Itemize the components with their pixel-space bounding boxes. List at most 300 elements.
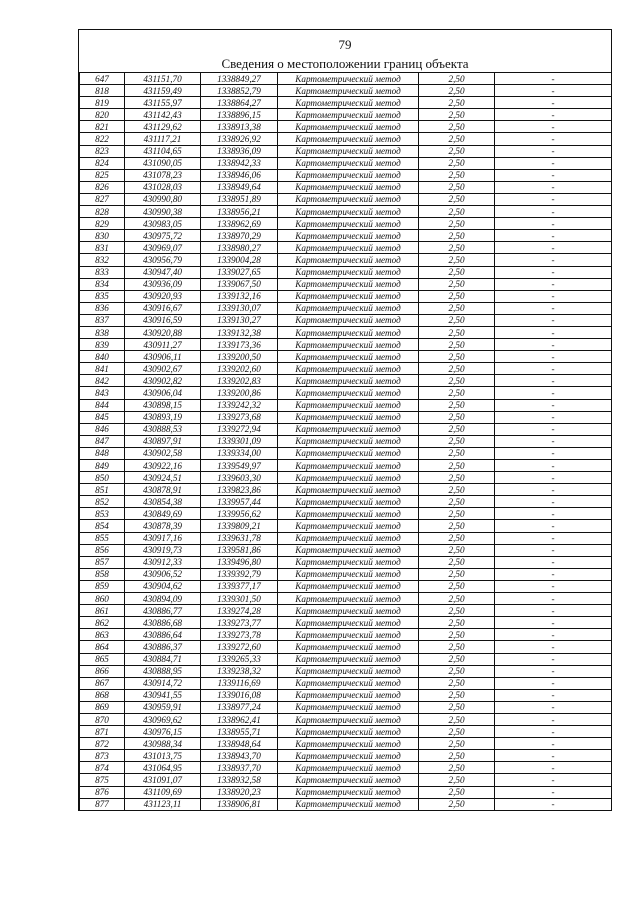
page-number: 79 <box>338 37 352 52</box>
method-cell: Картометрический метод <box>278 774 419 786</box>
y-coordinate-cell: 1339273,78 <box>201 629 278 641</box>
precision-cell: 2,50 <box>419 508 495 520</box>
precision-cell: 2,50 <box>419 423 495 435</box>
precision-cell: 2,50 <box>419 665 495 677</box>
x-coordinate-cell: 431142,43 <box>125 109 201 121</box>
precision-cell: 2,50 <box>419 653 495 665</box>
precision-cell: 2,50 <box>419 266 495 278</box>
y-coordinate-cell: 1339823,86 <box>201 484 278 496</box>
precision-cell: 2,50 <box>419 617 495 629</box>
table-row <box>80 786 612 798</box>
method-cell: Картометрический метод <box>278 484 419 496</box>
point-number-cell: 820 <box>80 109 125 121</box>
method-cell: Картометрический метод <box>278 145 419 157</box>
table-row <box>80 266 612 278</box>
y-coordinate-cell: 1338913,38 <box>201 121 278 133</box>
description-cell: - <box>495 484 612 496</box>
description-cell: - <box>495 351 612 363</box>
x-coordinate-cell: 430886,77 <box>125 605 201 617</box>
precision-cell: 2,50 <box>419 435 495 447</box>
y-coordinate-cell: 1338906,81 <box>201 798 278 810</box>
precision-cell: 2,50 <box>419 157 495 169</box>
x-coordinate-cell: 430990,38 <box>125 206 201 218</box>
description-cell: - <box>495 532 612 544</box>
point-number-cell: 858 <box>80 568 125 580</box>
y-coordinate-cell: 1338942,33 <box>201 157 278 169</box>
description-cell: - <box>495 472 612 484</box>
x-coordinate-cell: 431129,62 <box>125 121 201 133</box>
table-row <box>80 411 612 423</box>
y-coordinate-cell: 1339200,50 <box>201 351 278 363</box>
y-coordinate-cell: 1338937,70 <box>201 762 278 774</box>
precision-cell: 2,50 <box>419 387 495 399</box>
description-cell: - <box>495 556 612 568</box>
x-coordinate-cell: 430922,16 <box>125 460 201 472</box>
description-cell: - <box>495 568 612 580</box>
description-cell: - <box>495 580 612 592</box>
x-coordinate-cell: 430906,52 <box>125 568 201 580</box>
point-number-cell: 834 <box>80 278 125 290</box>
x-coordinate-cell: 430920,93 <box>125 290 201 302</box>
method-cell: Картометрический метод <box>278 447 419 459</box>
table-row <box>80 206 612 218</box>
precision-cell: 2,50 <box>419 121 495 133</box>
method-cell: Картометрический метод <box>278 399 419 411</box>
precision-cell: 2,50 <box>419 169 495 181</box>
method-cell: Картометрический метод <box>278 750 419 762</box>
table-row <box>80 399 612 411</box>
point-number-cell: 855 <box>80 532 125 544</box>
precision-cell: 2,50 <box>419 302 495 314</box>
x-coordinate-cell: 431028,03 <box>125 181 201 193</box>
method-cell: Картометрический метод <box>278 266 419 278</box>
description-cell: - <box>495 169 612 181</box>
x-coordinate-cell: 430902,82 <box>125 375 201 387</box>
description-cell: - <box>495 266 612 278</box>
method-cell: Картометрический метод <box>278 726 419 738</box>
point-number-cell: 866 <box>80 665 125 677</box>
method-cell: Картометрический метод <box>278 568 419 580</box>
y-coordinate-cell: 1338980,27 <box>201 242 278 254</box>
table-row <box>80 508 612 520</box>
point-number-cell: 873 <box>80 750 125 762</box>
method-cell: Картометрический метод <box>278 689 419 701</box>
table-row <box>80 109 612 121</box>
description-cell: - <box>495 145 612 157</box>
y-coordinate-cell: 1338970,29 <box>201 230 278 242</box>
description-cell: - <box>495 423 612 435</box>
precision-cell: 2,50 <box>419 351 495 363</box>
x-coordinate-cell: 430956,79 <box>125 254 201 266</box>
description-cell: - <box>495 121 612 133</box>
method-cell: Картометрический метод <box>278 738 419 750</box>
y-coordinate-cell: 1338932,58 <box>201 774 278 786</box>
precision-cell: 2,50 <box>419 677 495 689</box>
point-number-cell: 863 <box>80 629 125 641</box>
point-number-cell: 860 <box>80 593 125 605</box>
point-number-cell: 839 <box>80 339 125 351</box>
method-cell: Картометрический метод <box>278 169 419 181</box>
x-coordinate-cell: 430888,53 <box>125 423 201 435</box>
point-number-cell: 848 <box>80 447 125 459</box>
table-row <box>80 653 612 665</box>
x-coordinate-cell: 430911,27 <box>125 339 201 351</box>
table-row <box>80 496 612 508</box>
description-cell: - <box>495 738 612 750</box>
y-coordinate-cell: 1339272,60 <box>201 641 278 653</box>
table-row <box>80 133 612 145</box>
table-row <box>80 713 612 725</box>
section-title: Сведения о местоположении границ объекта <box>221 56 469 71</box>
point-number-cell: 825 <box>80 169 125 181</box>
method-cell: Картометрический метод <box>278 181 419 193</box>
precision-cell: 2,50 <box>419 97 495 109</box>
y-coordinate-cell: 1339132,38 <box>201 326 278 338</box>
description-cell: - <box>495 218 612 230</box>
method-cell: Картометрический метод <box>278 218 419 230</box>
description-cell: - <box>495 206 612 218</box>
y-coordinate-cell: 1338946,06 <box>201 169 278 181</box>
point-number-cell: 828 <box>80 206 125 218</box>
table-row <box>80 605 612 617</box>
precision-cell: 2,50 <box>419 242 495 254</box>
method-cell: Картометрический метод <box>278 411 419 423</box>
precision-cell: 2,50 <box>419 278 495 290</box>
table-row <box>80 726 612 738</box>
y-coordinate-cell: 1339027,65 <box>201 266 278 278</box>
point-number-cell: 831 <box>80 242 125 254</box>
x-coordinate-cell: 431155,97 <box>125 97 201 109</box>
precision-cell: 2,50 <box>419 290 495 302</box>
method-cell: Картометрический метод <box>278 73 419 85</box>
point-number-cell: 862 <box>80 617 125 629</box>
description-cell: - <box>495 326 612 338</box>
precision-cell: 2,50 <box>419 786 495 798</box>
x-coordinate-cell: 431013,75 <box>125 750 201 762</box>
y-coordinate-cell: 1339496,80 <box>201 556 278 568</box>
table-row <box>80 798 612 810</box>
table-row <box>80 617 612 629</box>
method-cell: Картометрический метод <box>278 786 419 798</box>
y-coordinate-cell: 1339067,50 <box>201 278 278 290</box>
point-number-cell: 877 <box>80 798 125 810</box>
x-coordinate-cell: 431117,21 <box>125 133 201 145</box>
y-coordinate-cell: 1339273,77 <box>201 617 278 629</box>
method-cell: Картометрический метод <box>278 157 419 169</box>
description-cell: - <box>495 713 612 725</box>
table-row <box>80 580 612 592</box>
y-coordinate-cell: 1338936,09 <box>201 145 278 157</box>
description-cell: - <box>495 689 612 701</box>
method-cell: Картометрический метод <box>278 677 419 689</box>
y-coordinate-cell: 1338849,27 <box>201 73 278 85</box>
y-coordinate-cell: 1339132,16 <box>201 290 278 302</box>
point-number-cell: 859 <box>80 580 125 592</box>
table-row <box>80 339 612 351</box>
description-cell: - <box>495 109 612 121</box>
point-number-cell: 853 <box>80 508 125 520</box>
method-cell: Картометрический метод <box>278 713 419 725</box>
precision-cell: 2,50 <box>419 568 495 580</box>
y-coordinate-cell: 1339581,86 <box>201 544 278 556</box>
y-coordinate-cell: 1338949,64 <box>201 181 278 193</box>
description-cell: - <box>495 593 612 605</box>
precision-cell: 2,50 <box>419 85 495 97</box>
y-coordinate-cell: 1339274,28 <box>201 605 278 617</box>
table-row <box>80 242 612 254</box>
precision-cell: 2,50 <box>419 762 495 774</box>
table-row <box>80 290 612 302</box>
description-cell: - <box>495 97 612 109</box>
precision-cell: 2,50 <box>419 629 495 641</box>
table-row <box>80 326 612 338</box>
description-cell: - <box>495 230 612 242</box>
method-cell: Картометрический метод <box>278 230 419 242</box>
description-cell: - <box>495 85 612 97</box>
precision-cell: 2,50 <box>419 399 495 411</box>
description-cell: - <box>495 544 612 556</box>
method-cell: Картометрический метод <box>278 121 419 133</box>
point-number-cell: 821 <box>80 121 125 133</box>
point-number-cell: 830 <box>80 230 125 242</box>
table-row <box>80 532 612 544</box>
method-cell: Картометрический метод <box>278 302 419 314</box>
x-coordinate-cell: 430919,73 <box>125 544 201 556</box>
precision-cell: 2,50 <box>419 460 495 472</box>
x-coordinate-cell: 430916,59 <box>125 314 201 326</box>
table-row <box>80 629 612 641</box>
description-cell: - <box>495 435 612 447</box>
method-cell: Картометрический метод <box>278 109 419 121</box>
precision-cell: 2,50 <box>419 375 495 387</box>
x-coordinate-cell: 430886,64 <box>125 629 201 641</box>
coordinates-table-body <box>80 73 612 811</box>
table-row <box>80 73 612 85</box>
y-coordinate-cell: 1338896,15 <box>201 109 278 121</box>
method-cell: Картометрический метод <box>278 339 419 351</box>
x-coordinate-cell: 430886,68 <box>125 617 201 629</box>
y-coordinate-cell: 1339130,07 <box>201 302 278 314</box>
precision-cell: 2,50 <box>419 798 495 810</box>
x-coordinate-cell: 430990,80 <box>125 193 201 205</box>
y-coordinate-cell: 1338951,89 <box>201 193 278 205</box>
table-row <box>80 484 612 496</box>
description-cell: - <box>495 254 612 266</box>
table-row <box>80 363 612 375</box>
description-cell: - <box>495 290 612 302</box>
table-row <box>80 278 612 290</box>
method-cell: Картометрический метод <box>278 387 419 399</box>
precision-cell: 2,50 <box>419 181 495 193</box>
table-row <box>80 230 612 242</box>
x-coordinate-cell: 430947,40 <box>125 266 201 278</box>
y-coordinate-cell: 1339116,69 <box>201 677 278 689</box>
precision-cell: 2,50 <box>419 726 495 738</box>
precision-cell: 2,50 <box>419 750 495 762</box>
table-row <box>80 593 612 605</box>
y-coordinate-cell: 1338852,79 <box>201 85 278 97</box>
method-cell: Картометрический метод <box>278 278 419 290</box>
point-number-cell: 837 <box>80 314 125 326</box>
table-row <box>80 97 612 109</box>
y-coordinate-cell: 1339173,36 <box>201 339 278 351</box>
precision-cell: 2,50 <box>419 133 495 145</box>
y-coordinate-cell: 1339272,94 <box>201 423 278 435</box>
description-cell: - <box>495 339 612 351</box>
y-coordinate-cell: 1339957,44 <box>201 496 278 508</box>
description-cell: - <box>495 629 612 641</box>
method-cell: Картометрический метод <box>278 605 419 617</box>
description-cell: - <box>495 447 612 459</box>
x-coordinate-cell: 430916,67 <box>125 302 201 314</box>
y-coordinate-cell: 1338943,70 <box>201 750 278 762</box>
description-cell: - <box>495 133 612 145</box>
table-row <box>80 460 612 472</box>
description-cell: - <box>495 181 612 193</box>
description-cell: - <box>495 460 612 472</box>
point-number-cell: 875 <box>80 774 125 786</box>
point-number-cell: 845 <box>80 411 125 423</box>
description-cell: - <box>495 774 612 786</box>
description-cell: - <box>495 762 612 774</box>
description-cell: - <box>495 665 612 677</box>
method-cell: Картометрический метод <box>278 520 419 532</box>
description-cell: - <box>495 653 612 665</box>
x-coordinate-cell: 431109,69 <box>125 786 201 798</box>
method-cell: Картометрический метод <box>278 798 419 810</box>
description-cell: - <box>495 726 612 738</box>
y-coordinate-cell: 1339377,17 <box>201 580 278 592</box>
description-cell: - <box>495 701 612 713</box>
table-row <box>80 701 612 713</box>
method-cell: Картометрический метод <box>278 472 419 484</box>
point-number-cell: 869 <box>80 701 125 713</box>
x-coordinate-cell: 430975,72 <box>125 230 201 242</box>
precision-cell: 2,50 <box>419 593 495 605</box>
y-coordinate-cell: 1339200,86 <box>201 387 278 399</box>
point-number-cell: 822 <box>80 133 125 145</box>
precision-cell: 2,50 <box>419 689 495 701</box>
method-cell: Картометрический метод <box>278 435 419 447</box>
x-coordinate-cell: 430886,37 <box>125 641 201 653</box>
method-cell: Картометрический метод <box>278 206 419 218</box>
precision-cell: 2,50 <box>419 254 495 266</box>
y-coordinate-cell: 1339301,09 <box>201 435 278 447</box>
table-row <box>80 447 612 459</box>
description-cell: - <box>495 641 612 653</box>
x-coordinate-cell: 430894,09 <box>125 593 201 605</box>
precision-cell: 2,50 <box>419 774 495 786</box>
precision-cell: 2,50 <box>419 339 495 351</box>
x-coordinate-cell: 430914,72 <box>125 677 201 689</box>
precision-cell: 2,50 <box>419 363 495 375</box>
table-row <box>80 750 612 762</box>
x-coordinate-cell: 430897,91 <box>125 435 201 447</box>
point-number-cell: 861 <box>80 605 125 617</box>
method-cell: Картометрический метод <box>278 85 419 97</box>
x-coordinate-cell: 430878,91 <box>125 484 201 496</box>
point-number-cell: 819 <box>80 97 125 109</box>
y-coordinate-cell: 1339631,78 <box>201 532 278 544</box>
table-row <box>80 314 612 326</box>
method-cell: Картометрический метод <box>278 496 419 508</box>
x-coordinate-cell: 430920,88 <box>125 326 201 338</box>
method-cell: Картометрический метод <box>278 544 419 556</box>
y-coordinate-cell: 1339242,32 <box>201 399 278 411</box>
description-cell: - <box>495 508 612 520</box>
precision-cell: 2,50 <box>419 484 495 496</box>
point-number-cell: 827 <box>80 193 125 205</box>
description-cell: - <box>495 617 612 629</box>
point-number-cell: 823 <box>80 145 125 157</box>
point-number-cell: 851 <box>80 484 125 496</box>
x-coordinate-cell: 430941,55 <box>125 689 201 701</box>
description-cell: - <box>495 520 612 532</box>
table-row <box>80 351 612 363</box>
table-row <box>80 544 612 556</box>
point-number-cell: 832 <box>80 254 125 266</box>
description-cell: - <box>495 399 612 411</box>
y-coordinate-cell: 1338926,92 <box>201 133 278 145</box>
y-coordinate-cell: 1339130,27 <box>201 314 278 326</box>
table-row <box>80 145 612 157</box>
y-coordinate-cell: 1338977,24 <box>201 701 278 713</box>
point-number-cell: 854 <box>80 520 125 532</box>
point-number-cell: 857 <box>80 556 125 568</box>
description-cell: - <box>495 302 612 314</box>
x-coordinate-cell: 431123,11 <box>125 798 201 810</box>
table-row <box>80 121 612 133</box>
point-number-cell: 843 <box>80 387 125 399</box>
point-number-cell: 867 <box>80 677 125 689</box>
description-cell: - <box>495 375 612 387</box>
description-cell: - <box>495 242 612 254</box>
method-cell: Картометрический метод <box>278 629 419 641</box>
table-row <box>80 677 612 689</box>
table-row <box>80 641 612 653</box>
table-row <box>80 472 612 484</box>
x-coordinate-cell: 430988,34 <box>125 738 201 750</box>
method-cell: Картометрический метод <box>278 133 419 145</box>
method-cell: Картометрический метод <box>278 701 419 713</box>
x-coordinate-cell: 430917,16 <box>125 532 201 544</box>
method-cell: Картометрический метод <box>278 363 419 375</box>
table-row <box>80 665 612 677</box>
method-cell: Картометрический метод <box>278 580 419 592</box>
x-coordinate-cell: 430983,05 <box>125 218 201 230</box>
method-cell: Картометрический метод <box>278 665 419 677</box>
point-number-cell: 870 <box>80 713 125 725</box>
table-row <box>80 193 612 205</box>
method-cell: Картометрический метод <box>278 290 419 302</box>
precision-cell: 2,50 <box>419 411 495 423</box>
description-cell: - <box>495 278 612 290</box>
point-number-cell: 826 <box>80 181 125 193</box>
point-number-cell: 850 <box>80 472 125 484</box>
description-cell: - <box>495 363 612 375</box>
y-coordinate-cell: 1339549,97 <box>201 460 278 472</box>
description-cell: - <box>495 411 612 423</box>
x-coordinate-cell: 431078,23 <box>125 169 201 181</box>
y-coordinate-cell: 1339603,30 <box>201 472 278 484</box>
x-coordinate-cell: 430904,62 <box>125 580 201 592</box>
description-cell: - <box>495 496 612 508</box>
point-number-cell: 841 <box>80 363 125 375</box>
table-row <box>80 774 612 786</box>
x-coordinate-cell: 431064,95 <box>125 762 201 774</box>
method-cell: Картометрический метод <box>278 532 419 544</box>
description-cell: - <box>495 314 612 326</box>
